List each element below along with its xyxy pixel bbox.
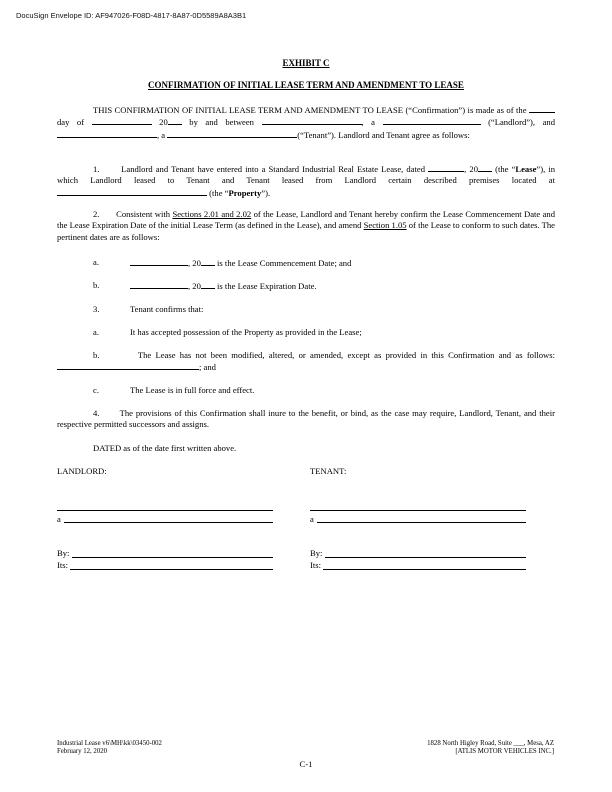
tenant-label: TENANT: <box>310 466 347 476</box>
footer-date: February 12, 2020 <box>57 748 108 756</box>
item-b-text-1: , 20 <box>188 281 201 291</box>
p1-text-8: ”). <box>261 187 271 198</box>
landlord-name-line <box>57 510 273 511</box>
p4-number: 4. <box>93 408 100 418</box>
item-b-text <box>130 280 317 292</box>
p1-number: 1. <box>93 164 100 174</box>
p3b-label: b. <box>93 350 100 360</box>
p2-number: 2. <box>93 209 100 219</box>
paragraph-1 <box>57 163 555 199</box>
p1-lease-term: Lease <box>515 164 537 174</box>
tenant-by-line <box>325 557 526 558</box>
p1-text-3: (the “ <box>495 164 516 174</box>
footer-doc-ref: Industrial Lease v6\MH\kk\03450-002 <box>57 740 162 747</box>
intro-tenant-entity-blank <box>167 129 297 138</box>
paragraph-4 <box>57 408 555 431</box>
p1-text-5: ”), in which Landlord leased to Tenant and Tenant leased from Landlord certain described premises located at <box>57 164 556 186</box>
landlord-entity-line <box>64 522 273 523</box>
tenant-name-line <box>310 510 526 511</box>
p2-text-5: of the Lease to conform to such dates. The pertinent dates are as follows: <box>57 220 555 242</box>
intro-paragraph <box>57 104 555 141</box>
footer-right <box>427 740 554 757</box>
landlord-by-line <box>72 557 273 558</box>
page-number: C-1 <box>299 759 313 769</box>
intro-day-blank <box>529 104 555 113</box>
tenant-by-label: By: <box>310 548 323 558</box>
intro-year-blank <box>168 116 182 125</box>
item-b-text-2: is the Lease Expiration Date. <box>217 281 317 291</box>
footer-left <box>57 740 162 757</box>
item-a-text-1: , 20 <box>188 258 201 268</box>
p1-address-blank <box>57 187 207 196</box>
exhibit-heading: EXHIBIT C <box>282 58 330 68</box>
footer-tenant-name: [ATLIS MOTOR VEHICLES INC.] <box>455 748 554 756</box>
p3b-paragraph <box>57 350 555 374</box>
p3-number: 3. <box>93 304 100 314</box>
item-a-text <box>130 257 351 269</box>
intro-text-2: day of <box>57 117 85 128</box>
intro-month-blank <box>92 116 152 125</box>
p3a-text: It has accepted possession of the Property as provided in the Lease; <box>130 327 362 337</box>
item-a-date-blank <box>130 257 188 266</box>
intro-text-4: by and between <box>189 117 254 128</box>
envelope-id: DocuSign Envelope ID: AF947026-F08D-4817-8A87-0D5589A8A3B1 <box>16 11 247 20</box>
p3b-blank <box>57 361 199 370</box>
tenant-entity-line <box>317 522 526 523</box>
p4-text: The provisions of this Confirmation shall inure to the benefit, or bind, as the case may require, Landlord, Tenant, and their respective permitted successors and assigns. <box>57 408 555 430</box>
paragraph-2 <box>57 209 555 243</box>
p1-year-blank <box>478 163 492 172</box>
landlord-by-label: By: <box>57 548 70 558</box>
landlord-entity-a-label: a <box>57 514 61 524</box>
intro-text-3: 20 <box>159 117 168 128</box>
intro-text-5: , a <box>361 117 375 128</box>
landlord-label: LANDLORD: <box>57 466 107 476</box>
p2-sections-ref: Sections 2.01 and 2.02 <box>172 209 252 219</box>
document-title: CONFIRMATION OF INITIAL LEASE TERM AND AMENDMENT TO LEASE <box>148 80 464 90</box>
p3b-text-2: ; and <box>199 362 216 373</box>
p1-text-2: , 20 <box>464 164 478 174</box>
p3c-text: The Lease is in full force and effect. <box>130 385 255 395</box>
tenant-entity-a-label: a <box>310 514 314 524</box>
item-b-date-blank <box>130 280 188 289</box>
intro-text-6: (“Landlord”), and <box>488 117 555 128</box>
item-b-label: b. <box>93 280 100 290</box>
p3b-text-1: The Lease has not been modified, altered, or amended, except as provided in this Confirmation and as follows: <box>137 350 555 360</box>
p2-text-1: Consistent with <box>116 209 171 219</box>
p1-property-term: Property <box>228 187 262 198</box>
p2-text-3: of the Lease, Landlord and Tenant hereby confirm the Lease Commencement Date and the Lease Expiration Date of the initial Lease Term (as defined in the Lease), and amend <box>57 209 556 231</box>
item-b-year-blank <box>201 280 215 289</box>
item-a-text-2: is the Lease Commencement Date; and <box>217 258 352 268</box>
intro-tenant-blank <box>57 129 157 138</box>
item-a-year-blank <box>201 257 215 266</box>
p3-text: Tenant confirms that: <box>130 304 204 314</box>
intro-text-8: (“Tenant”). Landlord and Tenant agree as follows: <box>297 129 470 140</box>
p3c-label: c. <box>93 385 99 395</box>
p1-text-1: Landlord and Tenant have entered into a Standard Industrial Real Estate Lease, dated <box>121 164 426 174</box>
intro-landlord-blank <box>262 116 362 125</box>
intro-text-7: , a <box>157 129 166 140</box>
tenant-its-line <box>323 569 526 570</box>
intro-landlord-entity-blank <box>383 116 481 125</box>
dated-line: DATED as of the date first written above. <box>93 443 237 453</box>
landlord-its-label: Its: <box>57 560 68 570</box>
p3a-label: a. <box>93 327 99 337</box>
p2-section-ref: Section 1.05 <box>363 220 407 231</box>
p1-date-blank <box>428 163 464 172</box>
item-a-label: a. <box>93 257 99 267</box>
p1-text-6: (the “ <box>209 187 229 198</box>
intro-text-1: THIS CONFIRMATION OF INITIAL LEASE TERM AND AMENDMENT TO LEASE (“Confirmation”) is made as of the <box>93 105 527 115</box>
tenant-its-label: Its: <box>310 560 321 570</box>
landlord-its-line <box>70 569 273 570</box>
footer-address: 1828 North Higley Road, Suite ___, Mesa, AZ <box>427 740 554 747</box>
